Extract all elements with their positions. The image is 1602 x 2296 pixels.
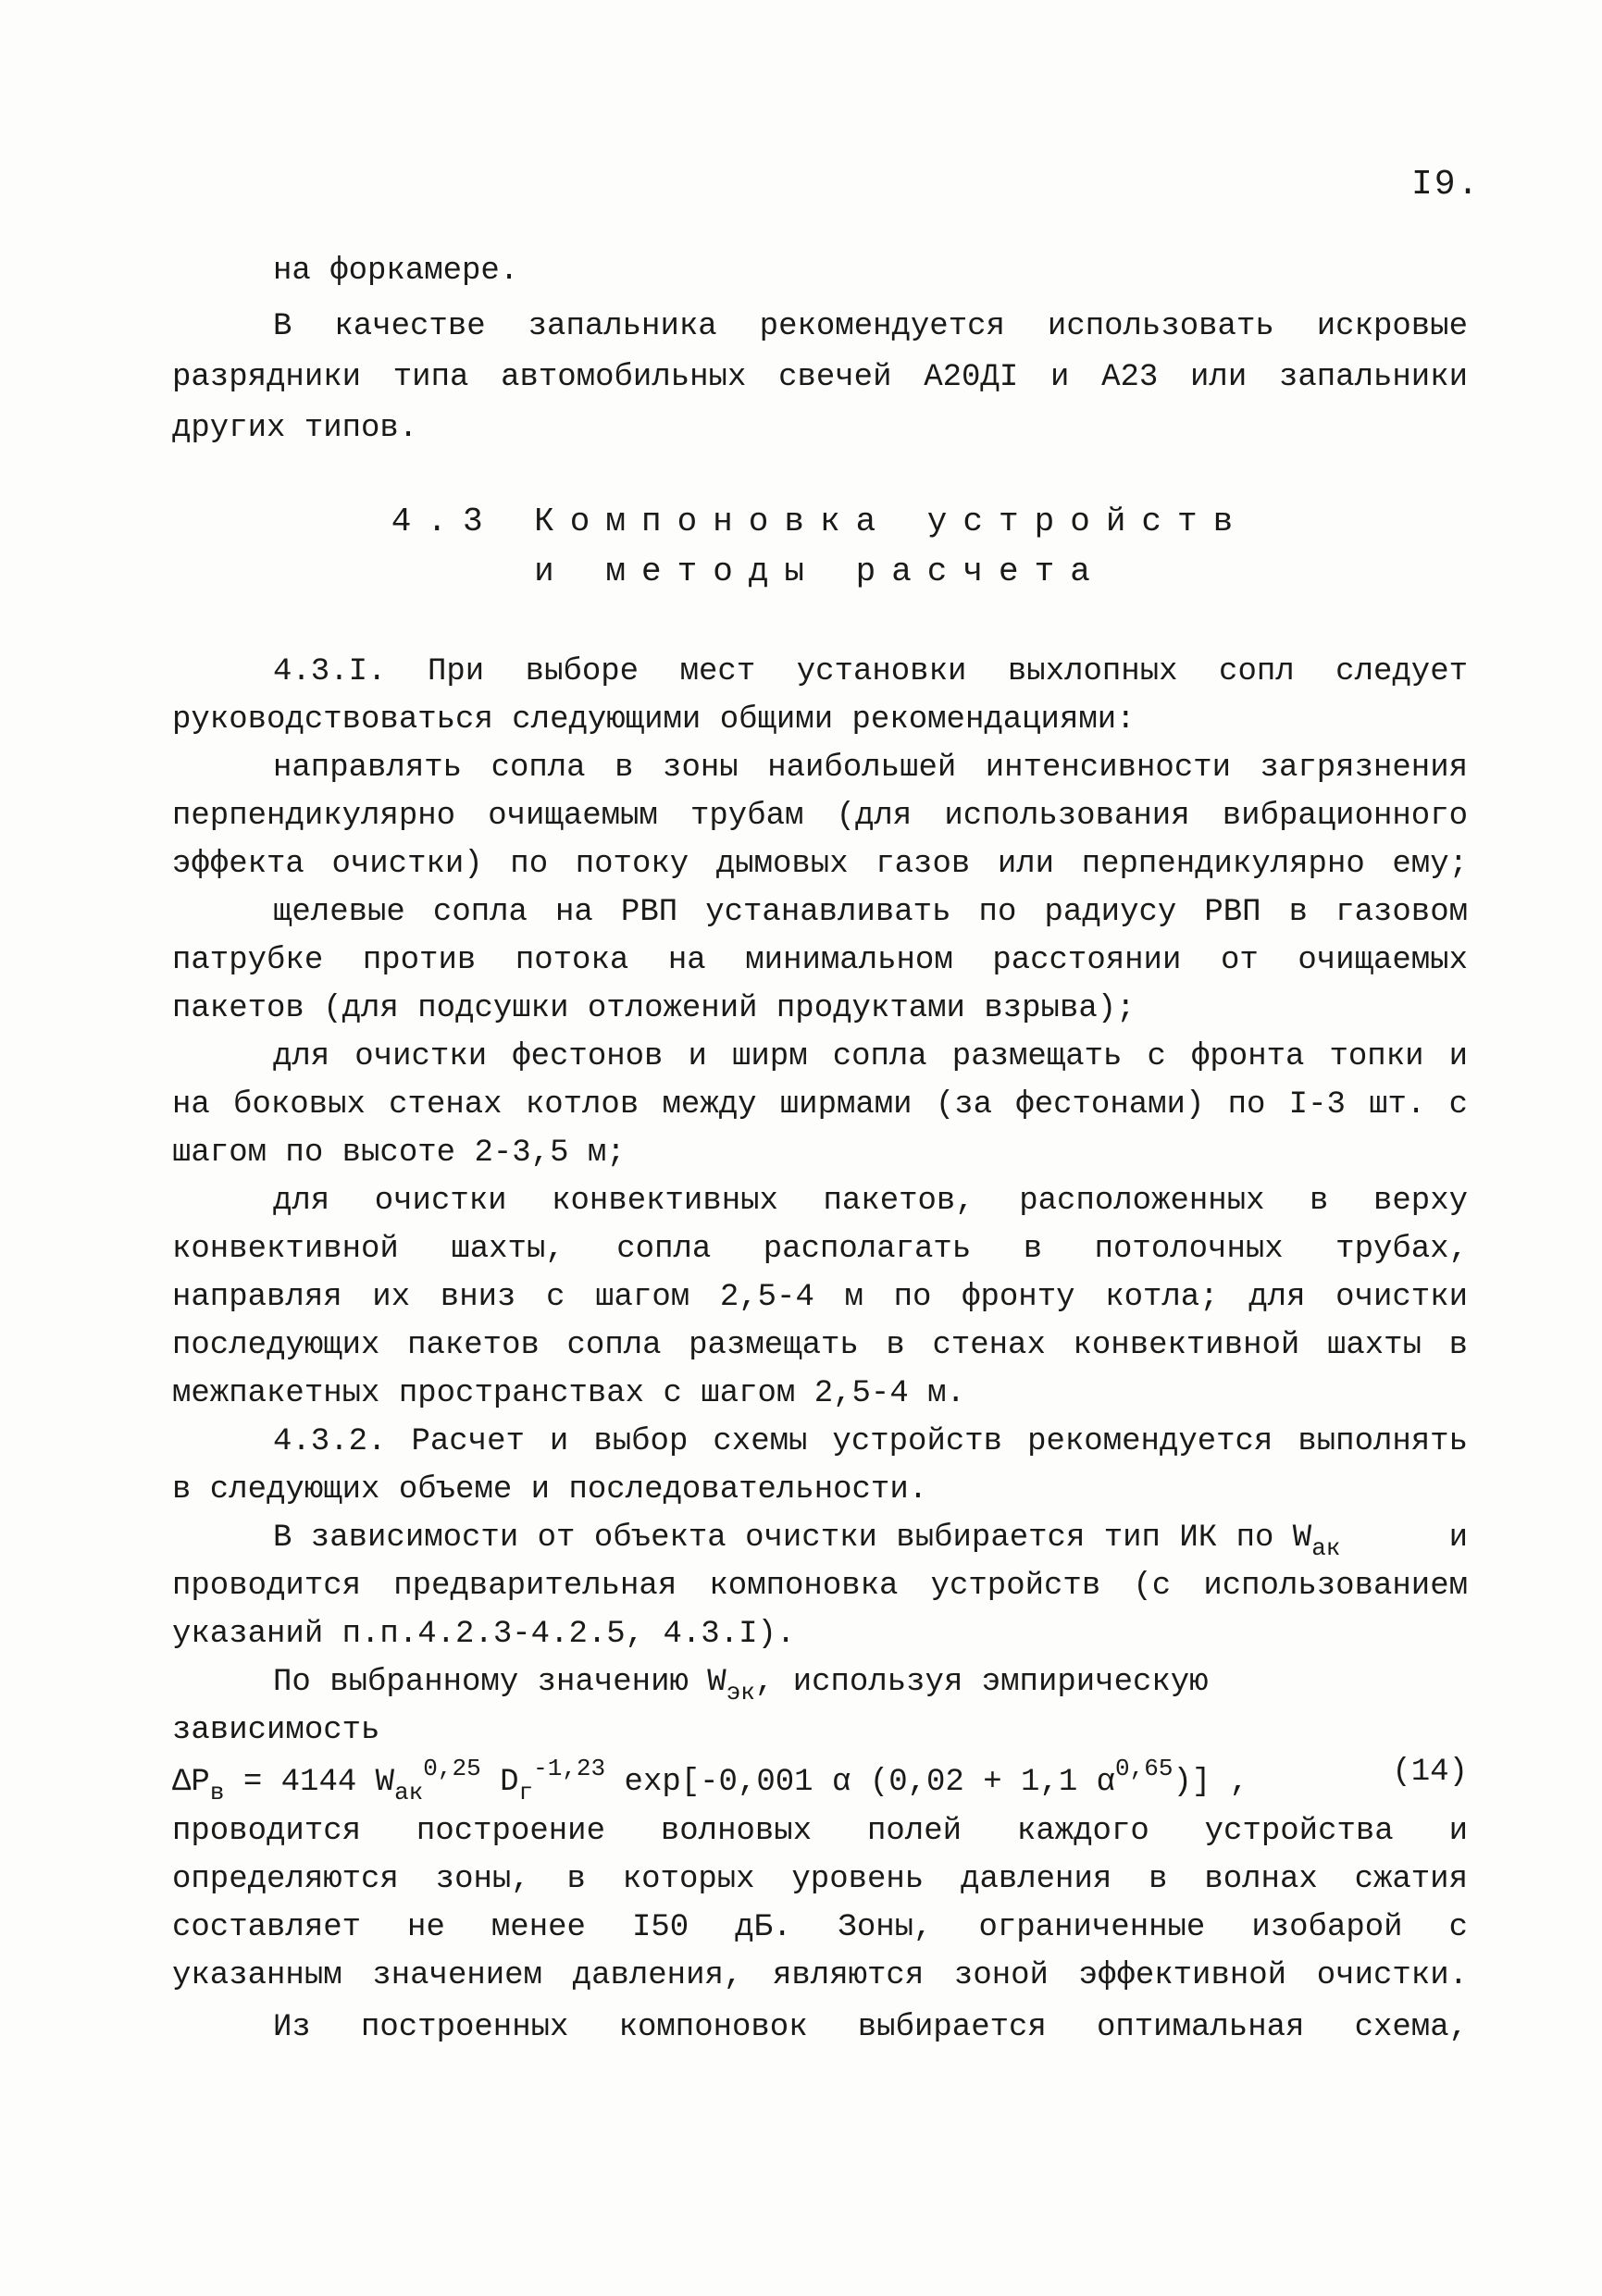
text-line: в следующих объеме и последовательности. [172, 1472, 928, 1508]
text-line: последующих пакетов сопла размещать в стенах конвективной шахты в [172, 1328, 1468, 1363]
text-line: направляя их вниз с шагом 2,5-4 м по фронту котла; для очистки [172, 1280, 1468, 1315]
text-line-wak [273, 1515, 1468, 1561]
text-line: для очистки конвективных пакетов, расположенных в верху [273, 1184, 1468, 1219]
text-line: зависимость [172, 1713, 380, 1748]
text-line: на боковых стенах котлов между ширмами (за фестонами) по I-3 шт. с [172, 1087, 1468, 1123]
text-line-wek [273, 1659, 1468, 1706]
text-line: В качестве запальника рекомендуется использовать искровые [273, 309, 1468, 344]
text-line: определяются зоны, в которых уровень давления в волнах сжатия [172, 1862, 1468, 1897]
text-line: направлять сопла в зоны наибольшей интенсивности загрязнения [273, 751, 1468, 786]
text-fragment: По выбранному значению W [273, 1665, 726, 1700]
formula-14 [172, 1747, 1468, 1806]
section-heading-line-2: и методы расчета [534, 552, 1106, 590]
formula-number: (14) [1392, 1755, 1468, 1790]
text-line: 4.3.2. Расчет и выбор схемы устройств рекомендуется выполнять [273, 1424, 1468, 1459]
formula-expression: $\Delta P_в = 4144$ $W_{ак}^{0,25}$ $D_г^{-1,23}$ exp[-0,001 α (0,02 + 1,1 $\alpha^{0,65}$)] , [172, 1755, 1249, 1806]
text-fragment: , используя эмпирическую [754, 1665, 1209, 1700]
subscript-ak: ак [1311, 1534, 1341, 1562]
text-line: щелевые сопла на РВП устанавливать по радиусу РВП в газовом [273, 895, 1468, 930]
text-line: на форкамере. [273, 254, 519, 289]
page-number: I9. [1411, 165, 1481, 205]
text-line: для очистки фестонов и ширм сопла размещать с фронта топки и [273, 1039, 1468, 1074]
text-line: перпендикулярно очищаемым трубам (для использования вибрационного [172, 799, 1468, 834]
text-line: 4.3.I. При выборе мест установки выхлопных сопл следует [273, 654, 1468, 689]
text-line: разрядники типа автомобильных свечей А20ДI и А23 или запальники [172, 360, 1468, 395]
text-line: конвективной шахты, сопла располагать в потолочных трубах, [172, 1232, 1468, 1267]
text-fragment-end: и [1448, 1520, 1468, 1556]
text-line: шагом по высоте 2-3,5 м; [172, 1136, 626, 1171]
text-line: других типов. [172, 411, 418, 446]
text-line: патрубке против потока на минимальном расстоянии от очищаемых [172, 943, 1468, 978]
text-line: указаний п.п.4.2.3-4.2.5, 4.3.I). [172, 1617, 796, 1652]
text-line: межпакетных пространствах с шагом 2,5-4 м. [172, 1376, 965, 1411]
text-line: проводится предварительная компоновка устройств (с использованием [172, 1569, 1468, 1604]
text-fragment: В зависимости от объекта очистки выбирается тип ИК по W [273, 1520, 1312, 1556]
subscript-ek: эк [726, 1679, 755, 1706]
text-line: Из построенных компоновок выбирается оптимальная схема, [273, 2010, 1468, 2045]
section-heading-line-1: 4.3 Компоновка устройств [391, 503, 1249, 540]
text-line: указанным значением давления, являются зоной эффективной очистки. [172, 1958, 1468, 1993]
text-line: эффекта очистки) по потоку дымовых газов или перпендикулярно ему; [172, 847, 1468, 882]
text-line: проводится построение волновых полей каждого устройства и [172, 1814, 1468, 1849]
text-line: руководствоваться следующими общими рекомендациями: [172, 702, 1136, 738]
text-line: составляет не менее I50 дБ. Зоны, ограниченные изобарой с [172, 1910, 1468, 1945]
text-line: пакетов (для подсушки отложений продуктами взрыва); [172, 991, 1136, 1026]
